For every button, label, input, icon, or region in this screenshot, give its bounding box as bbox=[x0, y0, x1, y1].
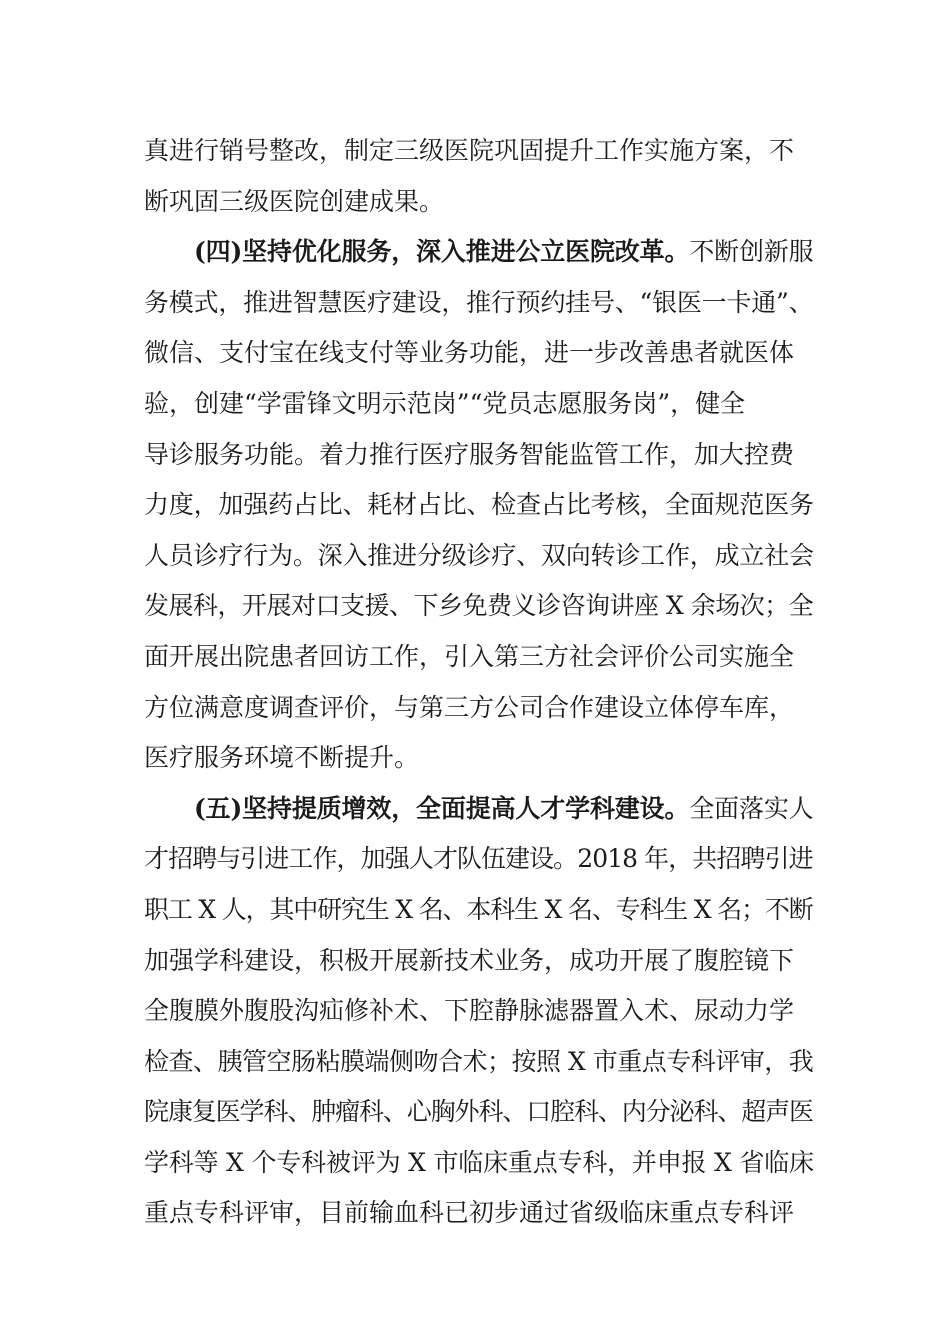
text-line: 检查、胰管空肠粘膜端侧吻合术；按照 X 市重点专科评审，我 bbox=[144, 1046, 814, 1076]
text-line: 学科等 X 个专科被评为 X 市临床重点专科，并申报 X 省临床 bbox=[144, 1147, 814, 1177]
text-line: 务模式，推进智慧医疗建设，推行预约挂号、“银医一卡通”、 bbox=[144, 287, 814, 317]
section-heading: (五)坚持提质增效，全面提高人才学科建设。 bbox=[194, 793, 690, 823]
text-line: 人员诊疗行为。深入推进分级诊疗、双向转诊工作，成立社会 bbox=[144, 540, 814, 570]
text-line: 面开展出院患者回访工作，引入第三方社会评价公司实施全 bbox=[144, 641, 795, 671]
text-line: 医疗服务环境不断提升。 bbox=[144, 743, 420, 773]
text-line: 力度，加强药占比、耗材占比、检查占比考核，全面规范医务 bbox=[144, 490, 814, 520]
text-line: 微信、支付宝在线支付等业务功能，进一步改善患者就医体 bbox=[144, 338, 795, 368]
paragraph-text: 不断创新服 bbox=[689, 237, 814, 267]
text-line: 才招聘与引进工作，加强人才队伍建设。2018 年，共招聘引进 bbox=[144, 844, 813, 874]
text-line: 方位满意度调查评价，与第三方公司合作建设立体停车库， bbox=[144, 692, 795, 722]
text-line: 全腹膜外腹股沟疝修补术、下腔静脉滤器置入术、尿动力学 bbox=[144, 996, 795, 1026]
paragraph-text: 全面落实人 bbox=[689, 793, 814, 823]
text-line: 导诊服务功能。着力推行医疗服务智能监管工作，加大控费 bbox=[144, 439, 795, 469]
text-line: 重点专科评审，目前输血科已初步通过省级临床重点专科评 bbox=[144, 1198, 795, 1228]
section-heading-line bbox=[144, 784, 814, 835]
section-heading: (四)坚持优化服务，深入推进公立医院改革。 bbox=[194, 237, 690, 267]
text-line: 验，创建“学雷锋文明示范岗”“党员志愿服务岗”，健全 bbox=[144, 388, 746, 418]
text-line: 发展科，开展对口支援、下乡免费义诊咨询讲座 X 余场次；全 bbox=[144, 591, 814, 621]
section-heading-line bbox=[144, 227, 814, 278]
body-text bbox=[144, 126, 814, 1239]
text-line: 职工 X 人，其中研究生 X 名、本科生 X 名、专科生 X 名；不断 bbox=[144, 894, 813, 924]
text-line: 加强学科建设，积极开展新技术业务，成功开展了腹腔镜下 bbox=[144, 945, 795, 975]
text-line: 断巩固三级医院创建成果。 bbox=[144, 186, 445, 216]
text-line: 院康复医学科、肿瘤科、心胸外科、口腔科、内分泌科、超声医 bbox=[144, 1097, 813, 1127]
text-line: 真进行销号整改，制定三级医院巩固提升工作实施方案，不 bbox=[144, 136, 795, 165]
